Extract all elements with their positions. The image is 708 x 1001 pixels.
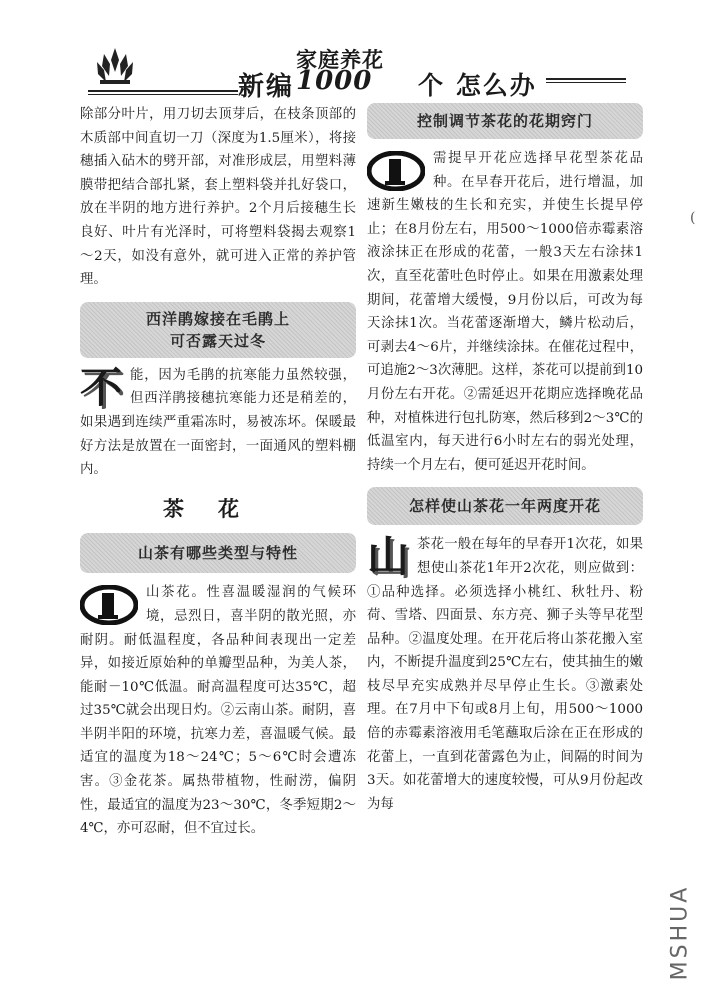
header-title-tail: 个 怎么办	[418, 71, 537, 100]
margin-scan-mark: (	[690, 210, 696, 226]
question-title-line: 可否露天过冬	[169, 331, 266, 350]
question-title-box	[367, 103, 643, 139]
continued-paragraph: 除部分叶片，用刀切去顶芽后，在枝条顶部的木质部中间直切一刀（深度为1.5厘米），将接穗插入砧木的劈开部，对准形成层，用塑料薄膜带把结合部扎紧，套上塑料袋并扎好袋口，放在半阴的地方进行养护。2个月后接穗生长良好、叶片有光泽时，可将塑料袋揭去观察1～2天，如没有意外，就可进入正常的养护管理。	[80, 107, 356, 288]
answer-text: 茶花一般在每年的早春开1次花，如果想使山茶花1年开2次花，则应做到：①品种选择。必须选择小桃红、秋牡丹、粉荷、雪塔、四面景、东方亮、狮子头等早花型品种。②温度处理。在开花后将山茶花搬入室内，不断提升温度到25℃左右，使其抽生的嫩枝尽早充实成熟并尽早停止生长。③激素处理。在7月中下旬或8月上旬，用500～1000倍的赤霉素溶液用毛笔蘸取后涂在正在形成的花蕾上，一直到花蕾露色为止，间隔的时间为3天。如花蕾增大的速度较慢，可从9月份起改为每	[367, 537, 643, 812]
header-rule-left	[88, 90, 238, 92]
question-title-box	[367, 487, 643, 525]
watermark	[667, 880, 702, 990]
left-column	[80, 103, 356, 841]
header-new-edition: 新编	[238, 72, 295, 102]
header-rule-left-thin	[88, 94, 238, 95]
answer-paragraph	[367, 533, 643, 816]
question-title-box	[80, 302, 356, 358]
answer-text: 山茶花。性喜温暖湿润的气候环境，忌烈日，喜半阴的散光照，亦耐阴。耐低温程度，各品种间表现出一定差异，如接近原始种的单瓣型品种，为美人茶，能耐－10℃低温。耐高温程度可达35℃，超过35℃就会出现日灼。②云南山茶。耐阴，喜半阴半阳的环境，抗寒力差，喜温暖气候。最适宜的温度为18～24℃；5～6℃时会遭冻害。③金花茶。属热带植物，性耐涝，偏阴性，最适宜的温度为23～30℃，冬季短期2～4℃，亦可忍耐，但不宜过长。	[80, 585, 356, 837]
circled-number-one-icon	[367, 151, 425, 191]
answer-paragraph	[367, 147, 643, 477]
answer-paragraph	[80, 364, 356, 482]
answer-paragraph	[80, 581, 356, 841]
header-rule-right-thin	[546, 82, 626, 83]
right-column	[367, 103, 643, 816]
header-title-number: 1000	[296, 66, 373, 96]
header-rule-right	[546, 78, 626, 80]
question-title-line: 山茶有哪些类型与特性	[137, 544, 298, 563]
question-title-box	[80, 533, 356, 573]
answer-text: 需提早开花应选择早花型茶花品种。在早春开花后，进行增温，加速新生嫩枝的生长和充实，并使生长提早停止；在8月份左右，用500～1000倍赤霉素溶液涂抹正在形成的花蕾，一般3天左右涂抹1次，直至花蕾吐色时停止。如果在用激素处理期间，花蕾增大缓慢，9月份以后，可改为每天涂抹1次。当花蕾逐渐增大，鳞片松动后，可剥去4～6片，并继续涂抹。在催花过程中，可追施2～3次薄肥。这样，茶花可以提前到10月份左右开花。②需延迟开花期应选择晚花品种，对植株进行包扎防寒，然后移到2～3℃的低温室内，每天进行6小时左右的弱光处理，持续一个月左右，便可延迟开花时间。	[367, 151, 643, 473]
question-title-line: 怎样使山茶花一年两度开花	[408, 497, 601, 516]
dropcap: 山	[367, 532, 410, 582]
book-header	[88, 44, 628, 104]
watermark-text: MSHUA	[667, 884, 693, 981]
flower-logo-icon	[94, 46, 136, 88]
header-title-top: 家庭养花	[296, 47, 384, 72]
dropcap: 不	[80, 362, 123, 412]
answer-text: 能，因为毛鹃的抗寒能力虽然较强，但西洋鹃接穗抗寒能力还是稍差的，如果遇到连续严重霜冻时，易被冻坏。保暖最好方法是放置在一面密封，一面通风的塑料棚内。	[80, 367, 356, 478]
question-title-line: 西洋鹃嫁接在毛鹃上	[145, 309, 290, 328]
section-title: 茶花	[163, 496, 273, 521]
question-title-line: 控制调节茶花的花期窍门	[416, 112, 593, 130]
circled-number-one-icon	[80, 585, 138, 625]
